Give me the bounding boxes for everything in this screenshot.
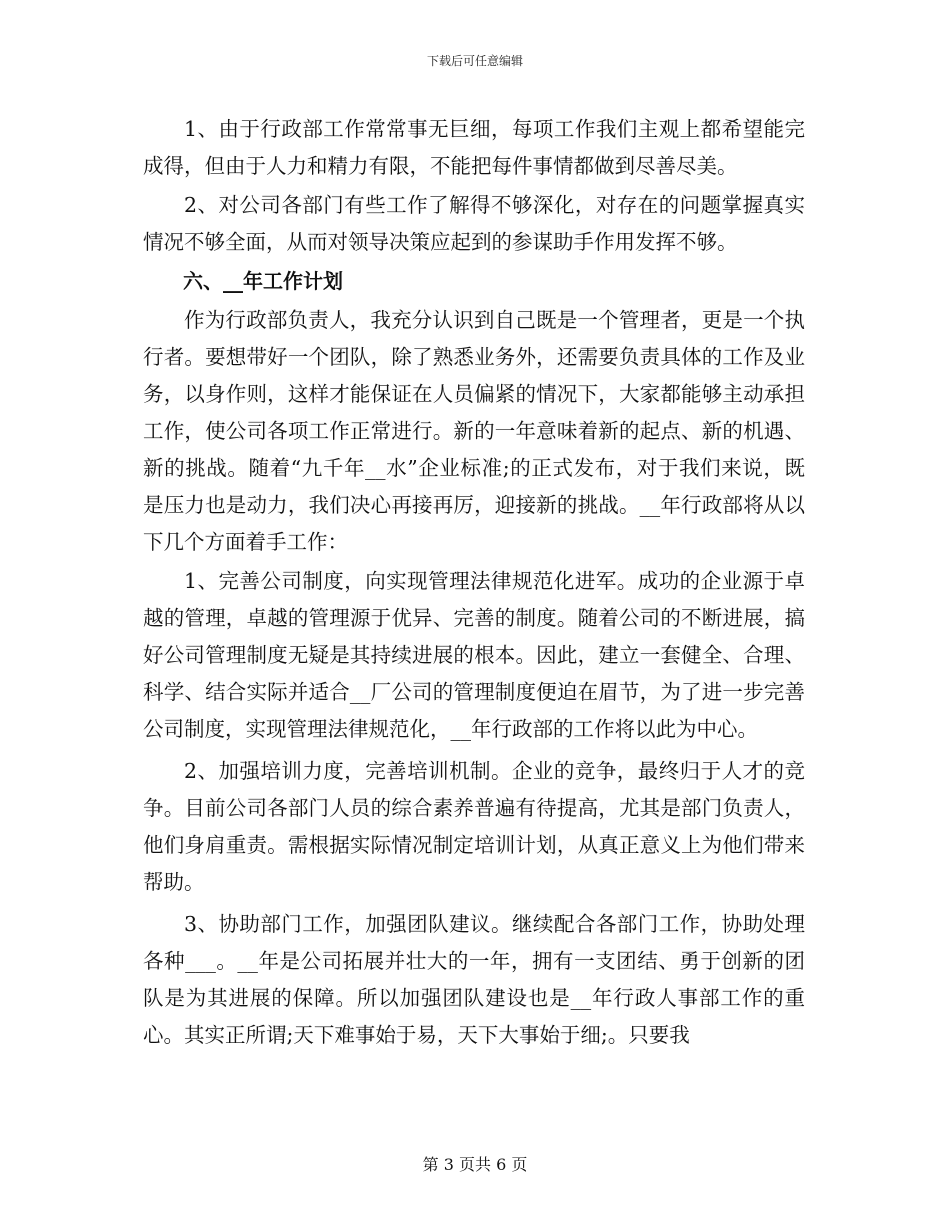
paragraph-plan-2: 2、加强培训力度，完善培训机制。企业的竞争，最终归于人才的竞争。目前公司各部门人员的综合素养普遍有待提高，尤其是部门负责人，他们身肩重责。需根据实际情况制定培训计划，从真正意义上为他们带来帮助。 (143, 759, 805, 894)
page-header: 下载后可任意编辑 (426, 54, 523, 68)
paragraph-intro: 作为行政部负责人，我充分认识到自己既是一个管理者，更是一个执行者。要想带好一个团队，除了熟悉业务外，还需要负责具体的工作及业务，以身作则，这样才能保证在人员偏紧的情况下，大家都能够主动承担工作，使公司各项工作正常进行。新的一年意味着新的起点、新的机遇、新的挑战。随着“九千年__水”企业标准;的正式发布，对于我们来说，既是压力也是动力，我们决心再接再厉，迎接新的挑战。__年行政部将从以下几个方面着手工作： (143, 308, 805, 554)
paragraph-shortcoming-2: 2、对公司各部门有些工作了解得不够深化，对存在的问题掌握真实情况不够全面，从而对领导决策应起到的参谋助手作用发挥不够。 (143, 193, 805, 254)
document-body (143, 111, 805, 1056)
paragraph-plan-1: 1、完善公司制度，向实现管理法律规范化进军。成功的企业源于卓越的管理，卓越的管理源于优异、完善的制度。随着公司的不断进展，搞好公司管理制度无疑是其持续进展的根本。因此，建立一套健全、合理、科学、结合实际并适合__厂公司的管理制度便迫在眉节，为了进一步完善公司制度，实现管理法律规范化，__年行政部的工作将以此为中心。 (143, 569, 805, 741)
page-number: 第 3 页共 6 页 (422, 1155, 528, 1174)
paragraph-plan-3: 3、协助部门工作，加强团队建议。继续配合各部门工作，协助处理各种___。__年是公司拓展并壮大的一年，拥有一支团结、勇于创新的团队是为其进展的保障。所以加强团队建设也是__年行政人事部工作的重心。其实正所谓;天下难事始于易，天下大事始于细;。只要我 (143, 912, 805, 1047)
paragraph-shortcoming-1: 1、由于行政部工作常常事无巨细，每项工作我们主观上都希望能完成得，但由于人力和精力有限，不能把每件事情都做到尽善尽美。 (143, 117, 805, 178)
section-heading: 六、__年工作计划 (183, 269, 343, 293)
